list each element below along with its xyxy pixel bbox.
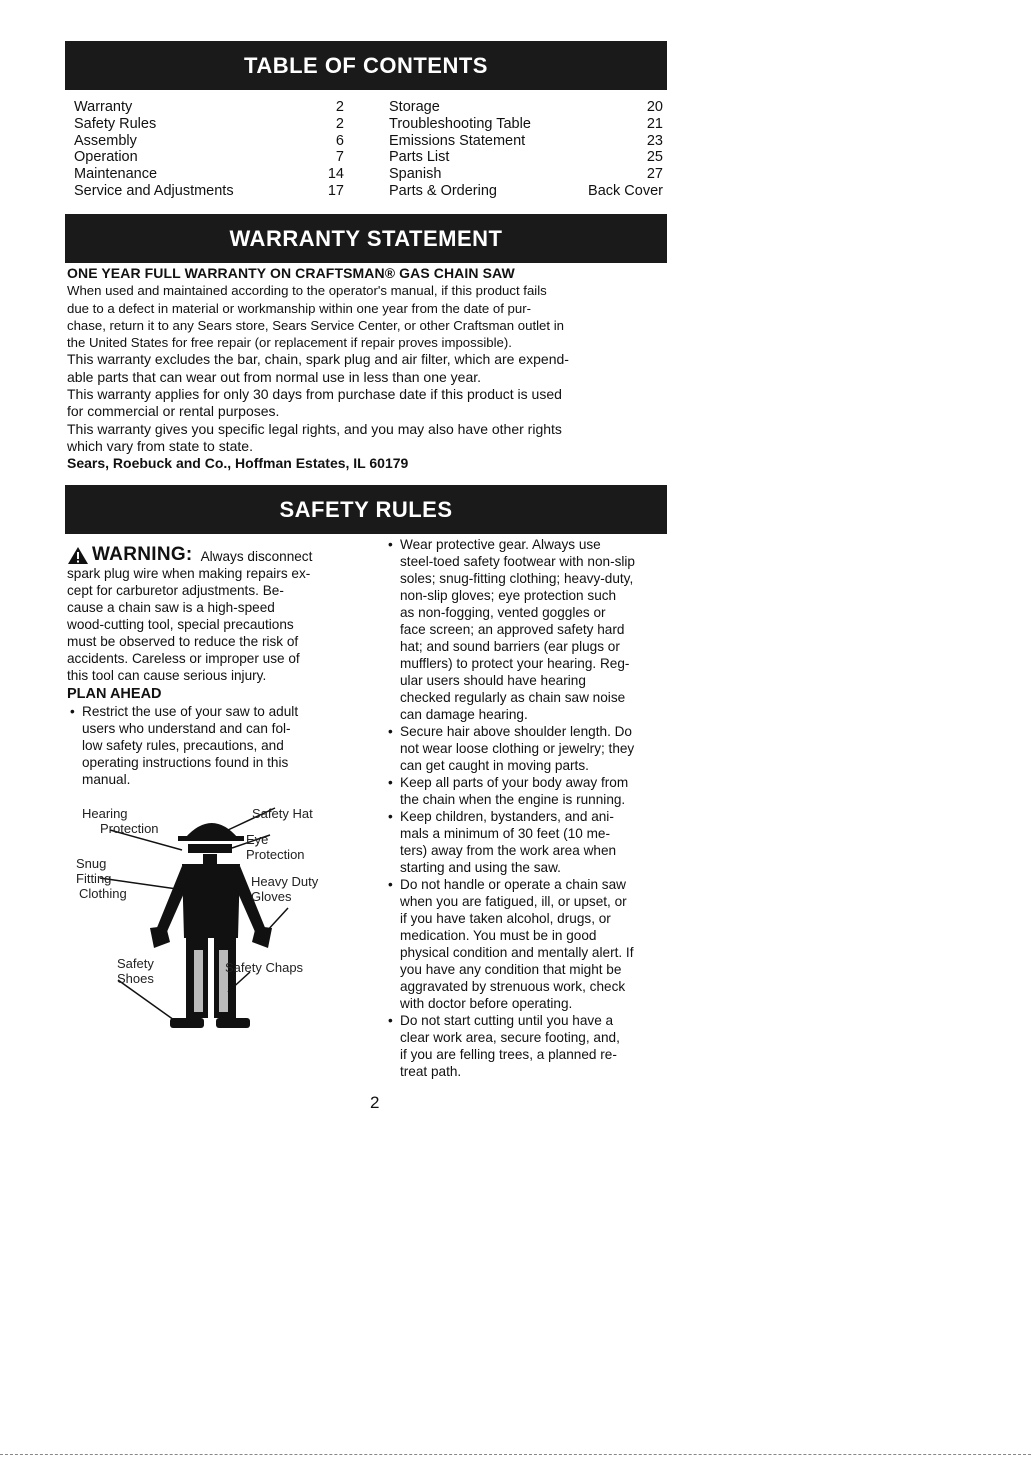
toc-entry: Warranty 2: [74, 99, 344, 115]
label-safety-hat: Safety Hat: [252, 806, 313, 821]
toc-title: TABLE OF CONTENTS: [244, 52, 488, 78]
toc-entry: Storage 20: [389, 99, 663, 115]
list-item: • Restrict the use of your saw to adult users who understand and can fol- low safety rules, precautions, and operating instructions found in this manual.: [67, 703, 357, 788]
warranty-line: due to a defect in material or workmanship within one year from the date of pur-: [67, 300, 531, 316]
toc-entry: Operation 7: [74, 149, 344, 166]
warning-text: accidents. Careless or improper use of: [67, 651, 300, 666]
toc-left-column: [74, 99, 344, 200]
toc-entry: Parts List 25: [389, 149, 663, 166]
list-item: • Secure hair above shoulder length. Do not wear loose clothing or jewelry; they can get caught in moving parts.: [385, 723, 675, 774]
label-snug-fitting-clothing: Snug Fitting Clothing: [76, 856, 127, 901]
toc-right-column: [389, 99, 663, 200]
warranty-line: When used and maintained according to the operator's manual, if this product fails: [67, 283, 547, 299]
warning-triangle-icon: [67, 546, 89, 565]
warranty-line: This warranty gives you specific legal rights, and you may also have other rights: [67, 420, 562, 437]
warranty-line: the United States for free repair (or replacement if repair proves impossible).: [67, 335, 512, 351]
warning-text: spark plug wire when making repairs ex-: [67, 566, 311, 581]
warning-text: wood-cutting tool, special precautions: [67, 617, 294, 632]
warning-text: cept for carburetor adjustments. Be-: [67, 583, 284, 598]
plan-ahead-heading: PLAN AHEAD: [67, 686, 162, 702]
protective-gear-illustration: [70, 800, 370, 1035]
warranty-title-bar: [65, 214, 667, 263]
warning-text: Always disconnect: [200, 549, 313, 564]
warranty-heading: ONE YEAR FULL WARRANTY ON CRAFTSMAN® GAS CHAIN SAW: [67, 265, 515, 281]
warranty-body: [67, 265, 667, 473]
toc-entry: Parts & Ordering Back Cover: [389, 182, 663, 199]
warranty-line: This warranty excludes the bar, chain, spark plug and air filter, which are expend-: [67, 351, 569, 368]
label-heavy-duty-gloves: Heavy Duty Gloves: [251, 874, 319, 904]
safety-right-column: [385, 536, 675, 1080]
warning-text: cause a chain saw is a high-speed: [67, 600, 275, 615]
list-item: • Wear protective gear. Always use steel-toed safety footwear with non-slip soles; snug-fitting clothing; heavy-duty, non-slip gloves; eye protection such as non-fogging, vented goggles or face screen; an approved safety hard hat; and sound barriers (ear plugs or mufflers) to protect your hearing. Reg- ular users should have hearing checked regularly as chain saw noise can damage hearing.: [385, 536, 675, 723]
warning-text: this tool can cause serious injury.: [67, 668, 267, 683]
label-safety-shoes: Safety Shoes: [117, 956, 154, 986]
warranty-line: which vary from state to state.: [67, 437, 253, 454]
warranty-line: This warranty applies for only 30 days from purchase date if this product is used: [67, 386, 562, 403]
warranty-title: WARRANTY STATEMENT: [229, 225, 503, 251]
warranty-line: chase, return it to any Sears store, Sears Service Center, or other Craftsman outlet in: [67, 317, 564, 333]
toc-entry: Safety Rules 2: [74, 115, 344, 132]
list-item: • Do not start cutting until you have a clear work area, secure footing, and, if you are felling trees, a planned re- treat path.: [385, 1012, 675, 1080]
list-item: • Keep all parts of your body away from the chain when the engine is running.: [385, 774, 675, 808]
warning-label: WARNING:: [92, 544, 193, 565]
toc-entry: Emissions Statement 23: [389, 132, 663, 149]
toc-entry: Maintenance 14: [74, 166, 344, 183]
toc-entry: Spanish 27: [389, 166, 663, 183]
warning-text: must be observed to reduce the risk of: [67, 634, 299, 649]
list-item: • Keep children, bystanders, and ani- mals a minimum of 30 feet (10 me- ters) away from the work area when starting and using the saw.: [385, 808, 675, 876]
label-hearing-protection: Hearing Protection: [82, 806, 159, 836]
toc-entry: Troubleshooting Table 21: [389, 115, 663, 132]
label-safety-chaps: Safety Chaps: [225, 960, 304, 975]
toc-entry: Assembly 6: [74, 132, 344, 149]
list-item: • Do not handle or operate a chain saw when you are fatigued, ill, or upset, or if you have taken alcohol, drugs, or medication. You must be in good physical condition and mentally alert. If you have any condition that might be aggravated by strenuous work, check with doctor before operating.: [385, 876, 675, 1012]
page-bottom-rule: [0, 1454, 1031, 1455]
page-number: 2: [370, 1093, 380, 1112]
warning-line: [67, 545, 357, 565]
warranty-line: for commercial or rental purposes.: [67, 403, 280, 420]
safety-title-bar: [65, 485, 667, 534]
label-eye-protection: Eye Protection: [246, 832, 305, 862]
warranty-address: Sears, Roebuck and Co., Hoffman Estates, IL 60179: [67, 455, 409, 472]
safety-left-column: [67, 545, 357, 788]
toc-title-bar: [65, 41, 667, 90]
safety-title: SAFETY RULES: [279, 496, 453, 522]
toc-entry: Service and Adjustments 17: [74, 182, 344, 199]
warranty-line: able parts that can wear out from normal use in less than one year.: [67, 368, 482, 385]
